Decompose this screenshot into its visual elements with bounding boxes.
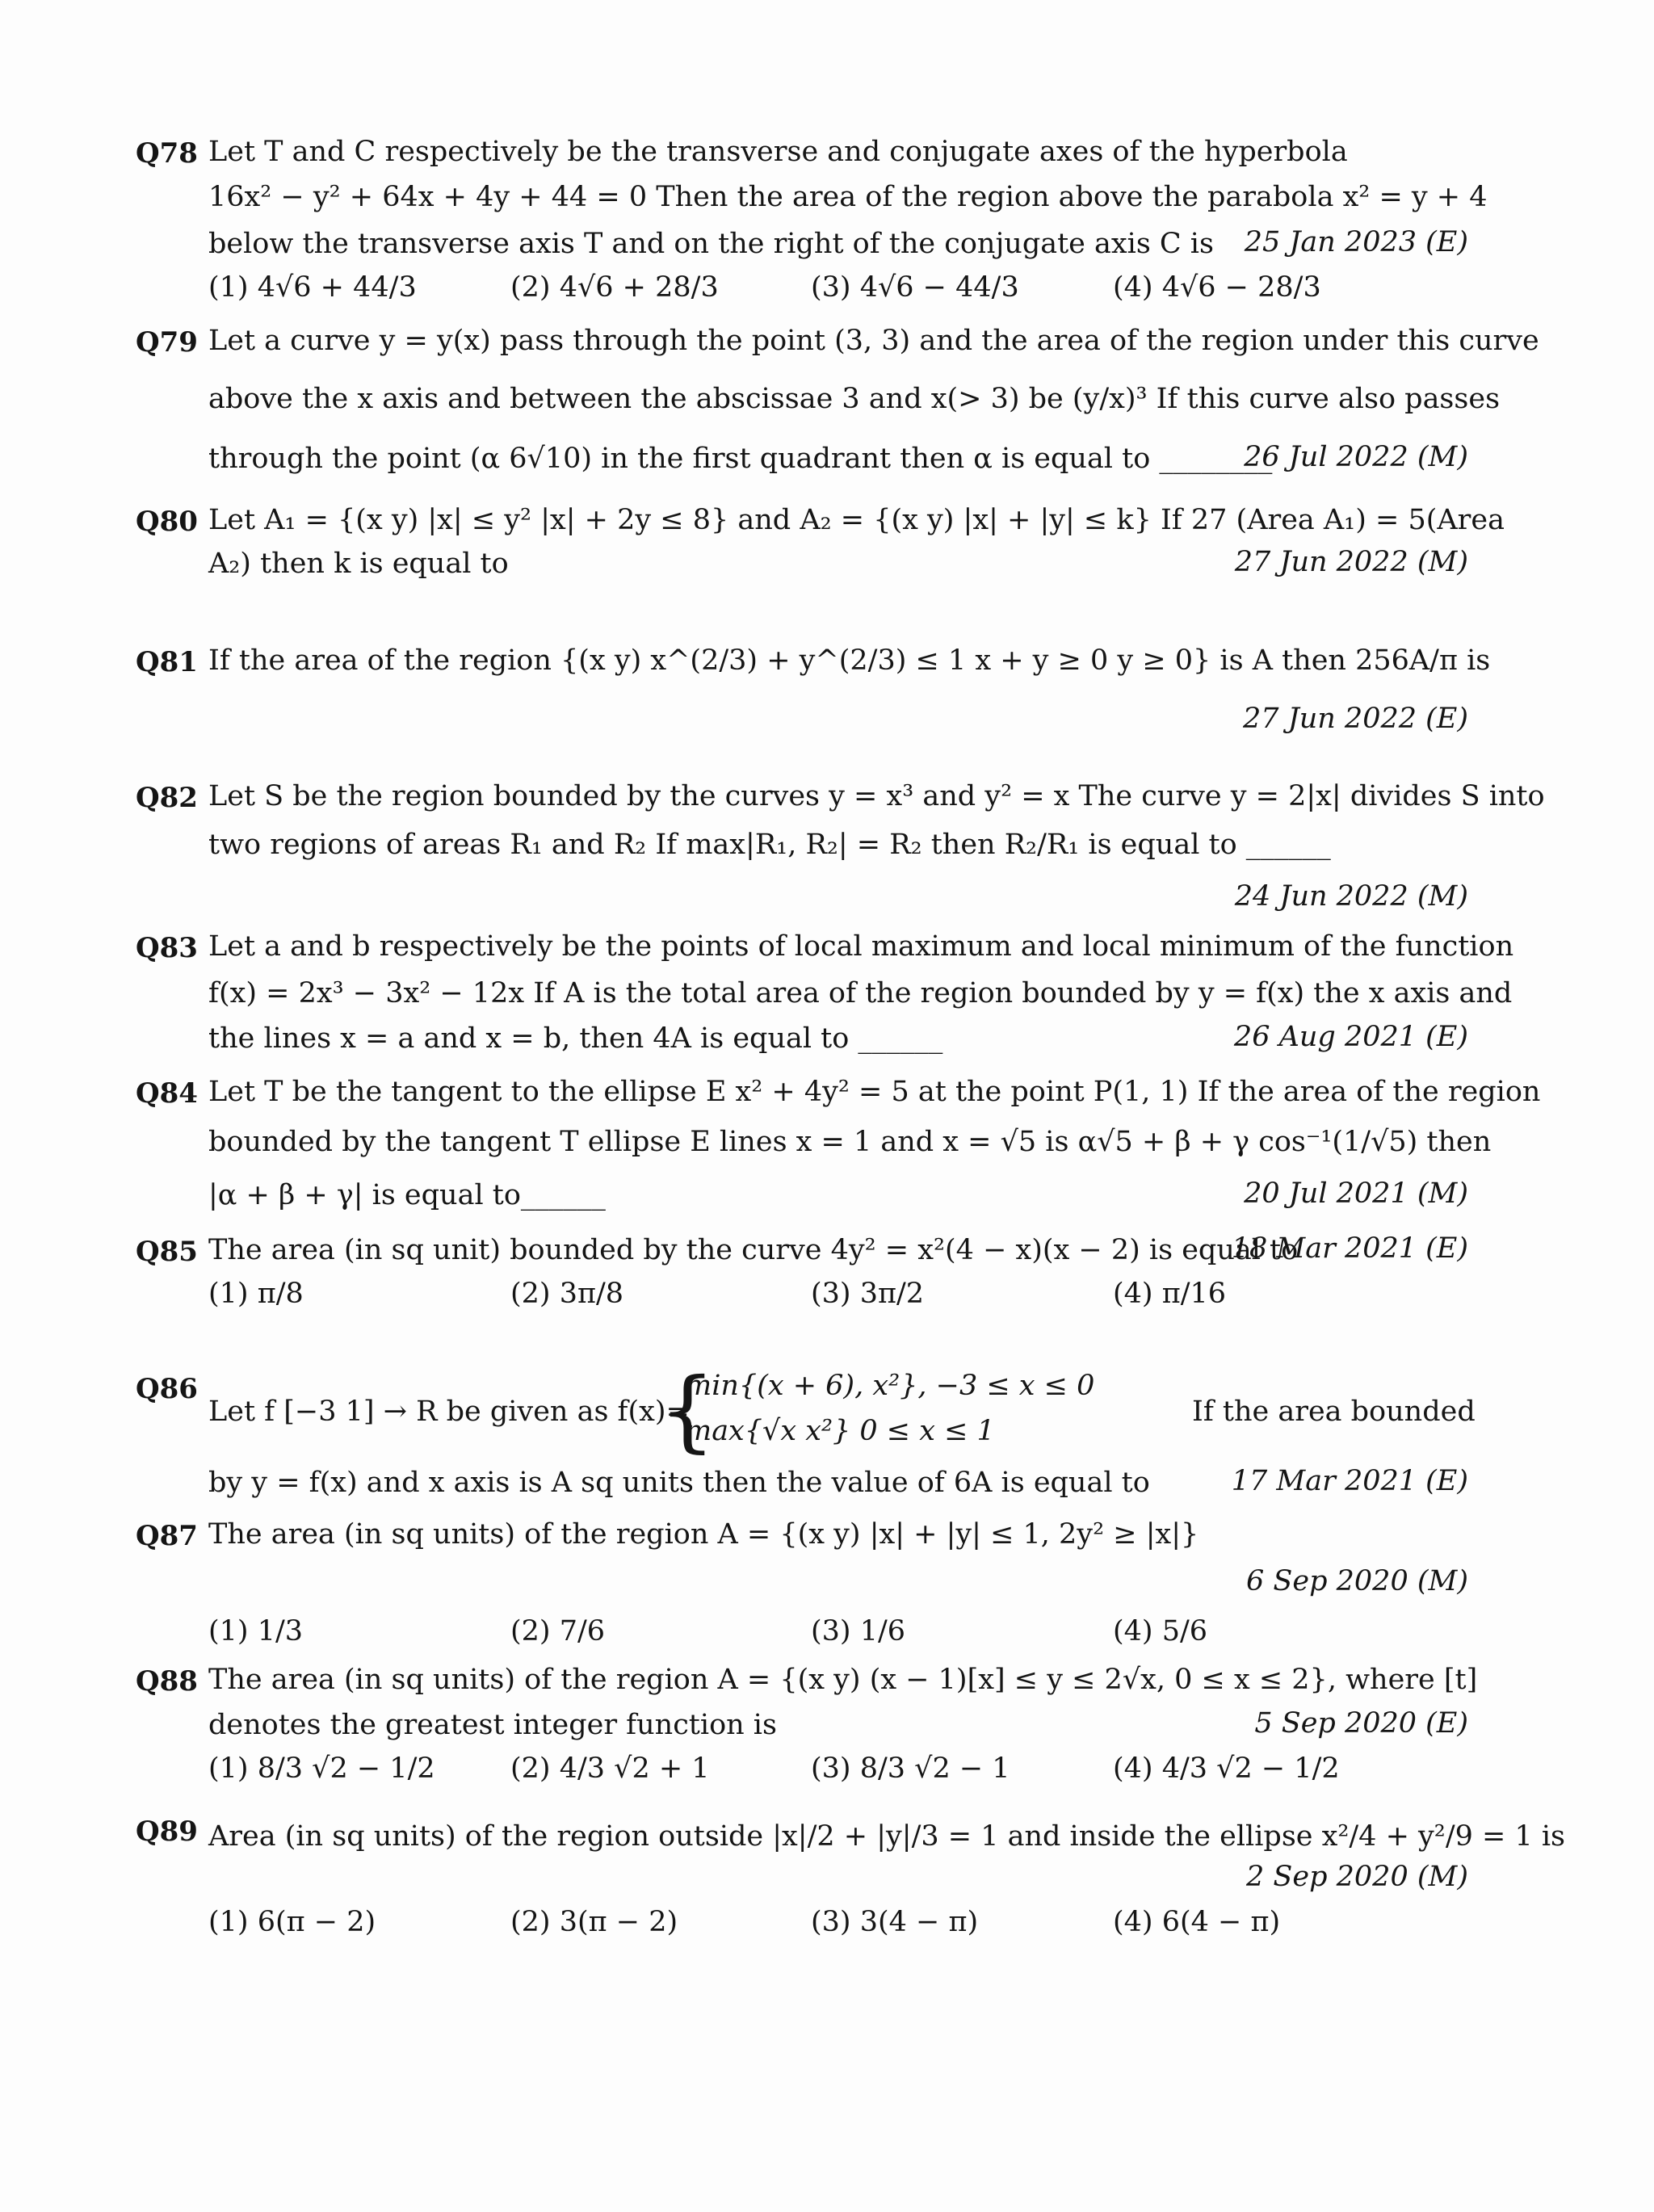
exam-date: 24 Jun 2022 (M) [1234, 880, 1468, 913]
question-q84 [136, 1076, 1541, 1223]
question-text-line: denotes the greatest integer function is [208, 1709, 777, 1741]
question-q87 [136, 1520, 1468, 1665]
question-text-line: by y = f(x) and x axis is A sq units then the value of 6A is equal to [208, 1467, 1150, 1499]
question-text-line: Let T be the tangent to the ellipse E x² + 4y² = 5 at the point P(1, 1) If the area of the region [208, 1076, 1541, 1108]
question-number: Q87 [136, 1520, 198, 1552]
option-3: (3) 4√6 − 44/3 [811, 271, 1019, 304]
option-3: (3) 1/6 [811, 1615, 906, 1647]
exam-date: 17 Mar 2021 (E) [1231, 1465, 1468, 1497]
question-text-line: f(x) = 2x³ − 3x² − 12x If A is the total area of the region bounded by y = f(x) the x axis and [208, 977, 1513, 1009]
question-text-line: bounded by the tangent T ellipse E lines x = 1 and x = √5 is α√5 + β + γ cos⁻¹(1/√5) then [208, 1126, 1492, 1158]
question-q86 [136, 1358, 1476, 1510]
question-text-line: If the area bounded [1192, 1396, 1476, 1428]
option-4: (4) 4√6 − 28/3 [1113, 271, 1321, 304]
option-3: (3) 3π/2 [811, 1278, 925, 1310]
question-text-line: Let a and b respectively be the points of local maximum and local minimum of the function [208, 930, 1514, 963]
option-1: (1) 8/3 √2 − 1/2 [208, 1752, 435, 1785]
option-1: (1) 4√6 + 44/3 [208, 271, 417, 304]
exam-date: 27 Jun 2022 (M) [1234, 546, 1468, 578]
question-text-line: Let S be the region bounded by the curves y = x³ and y² = x The curve y = 2|x| divides S into [208, 780, 1545, 812]
option-3: (3) 8/3 √2 − 1 [811, 1752, 1010, 1785]
option-1: (1) π/8 [208, 1278, 304, 1310]
question-text-line: two regions of areas R₁ and R₂ If max|R₁, R₂| = R₂ then R₂/R₁ is equal to ______ [208, 829, 1331, 861]
question-text-line: The area (in sq units) of the region A = {(x y) |x| + |y| ≤ 1, 2y² ≥ |x|} [208, 1518, 1199, 1551]
question-number: Q81 [136, 646, 198, 678]
question-text-line: The area (in sq unit) bounded by the curve 4y² = x²(4 − x)(x − 2) is equal to [208, 1234, 1299, 1266]
option-1: (1) 6(π − 2) [208, 1906, 376, 1938]
question-q81 [136, 644, 1491, 743]
question-number: Q88 [136, 1665, 198, 1698]
question-number: Q89 [136, 1815, 198, 1848]
question-text-line: above the x axis and between the abscissae 3 and x(> 3) be (y/x)³ If this curve also passes [208, 383, 1501, 415]
exam-date: 18 Mar 2021 (E) [1231, 1232, 1468, 1265]
exam-date: 6 Sep 2020 (M) [1246, 1565, 1468, 1597]
exam-date: 2 Sep 2020 (M) [1246, 1861, 1468, 1893]
question-text-line: Let a curve y = y(x) pass through the point (3, 3) and the area of the region under this curve [208, 325, 1539, 357]
exam-date: 26 Aug 2021 (E) [1233, 1021, 1468, 1053]
question-text-line: A₂) then k is equal to [208, 548, 509, 580]
question-q82 [136, 780, 1545, 919]
piecewise-case-1: min{(x + 6), x²}, −3 ≤ x ≤ 0 [685, 1370, 1095, 1402]
exam-date: 5 Sep 2020 (E) [1254, 1707, 1468, 1740]
question-number: Q85 [136, 1236, 198, 1268]
question-text-line: Let T and C respectively be the transverse and conjugate axes of the hyperbola [208, 136, 1348, 168]
option-4: (4) 4/3 √2 − 1/2 [1113, 1752, 1340, 1785]
question-text-line: Let f [−3 1] → R be given as f(x)= [208, 1396, 690, 1428]
piecewise-case-2: max{√x x²} 0 ≤ x ≤ 1 [685, 1415, 995, 1447]
question-text-line: Let A₁ = {(x y) |x| ≤ y² |x| + 2y ≤ 8} and A₂ = {(x y) |x| + |y| ≤ k} If 27 (Area A₁) = 5(Area [208, 504, 1505, 536]
question-number: Q78 [136, 137, 198, 170]
question-text-line: Area (in sq units) of the region outside |x|/2 + |y|/3 = 1 and inside the ellipse x²/4 + y²/9 = 1 is [208, 1820, 1566, 1853]
option-2: (2) 4/3 √2 + 1 [510, 1752, 710, 1785]
question-text-line: The area (in sq units) of the region A = {(x y) (x − 1)[x] ≤ y ≤ 2√x, 0 ≤ x ≤ 2}, where [t] [208, 1664, 1478, 1696]
option-2: (2) 4√6 + 28/3 [510, 271, 719, 304]
question-q79 [136, 325, 1539, 488]
option-3: (3) 3(4 − π) [811, 1906, 979, 1938]
question-text-line: the lines x = a and x = b, then 4A is equal to ______ [208, 1022, 943, 1055]
question-text-line: |α + β + γ| is equal to______ [208, 1179, 606, 1211]
left-brace: { [659, 1358, 716, 1462]
option-4: (4) π/16 [1113, 1278, 1227, 1310]
exam-date: 27 Jun 2022 (E) [1243, 703, 1468, 735]
exam-date: 20 Jul 2021 (M) [1244, 1177, 1468, 1210]
question-text-line: 16x² − y² + 64x + 4y + 44 = 0 Then the area of the region above the parabola x² = y + 4 [208, 181, 1488, 213]
question-text-line: below the transverse axis T and on the right of the conjugate axis C is [208, 228, 1214, 260]
option-4: (4) 5/6 [1113, 1615, 1208, 1647]
question-text-line: through the point (α 6√10) in the first quadrant then α is equal to ________ [208, 443, 1273, 475]
question-number: Q86 [136, 1373, 198, 1405]
option-4: (4) 6(4 − π) [1113, 1906, 1281, 1938]
exam-date: 26 Jul 2022 (M) [1244, 441, 1468, 473]
question-q83 [136, 930, 1514, 1069]
exam-date: 25 Jan 2023 (E) [1244, 226, 1468, 258]
question-number: Q82 [136, 782, 198, 814]
question-number: Q84 [136, 1077, 198, 1110]
question-q89 [136, 1815, 1566, 1961]
option-2: (2) 3(π − 2) [510, 1906, 678, 1938]
option-1: (1) 1/3 [208, 1615, 304, 1647]
option-2: (2) 7/6 [510, 1615, 606, 1647]
question-q85 [136, 1232, 1468, 1324]
question-text-line: If the area of the region {(x y) x^(2/3) + y^(2/3) ≤ 1 x + y ≥ 0 y ≥ 0} is A then 256A/π is [208, 644, 1491, 677]
question-number: Q80 [136, 506, 198, 538]
question-number: Q79 [136, 326, 198, 359]
option-2: (2) 3π/8 [510, 1278, 624, 1310]
question-number: Q83 [136, 932, 198, 964]
question-q78 [136, 136, 1488, 323]
question-q80 [136, 504, 1505, 594]
question-q88 [136, 1664, 1478, 1803]
